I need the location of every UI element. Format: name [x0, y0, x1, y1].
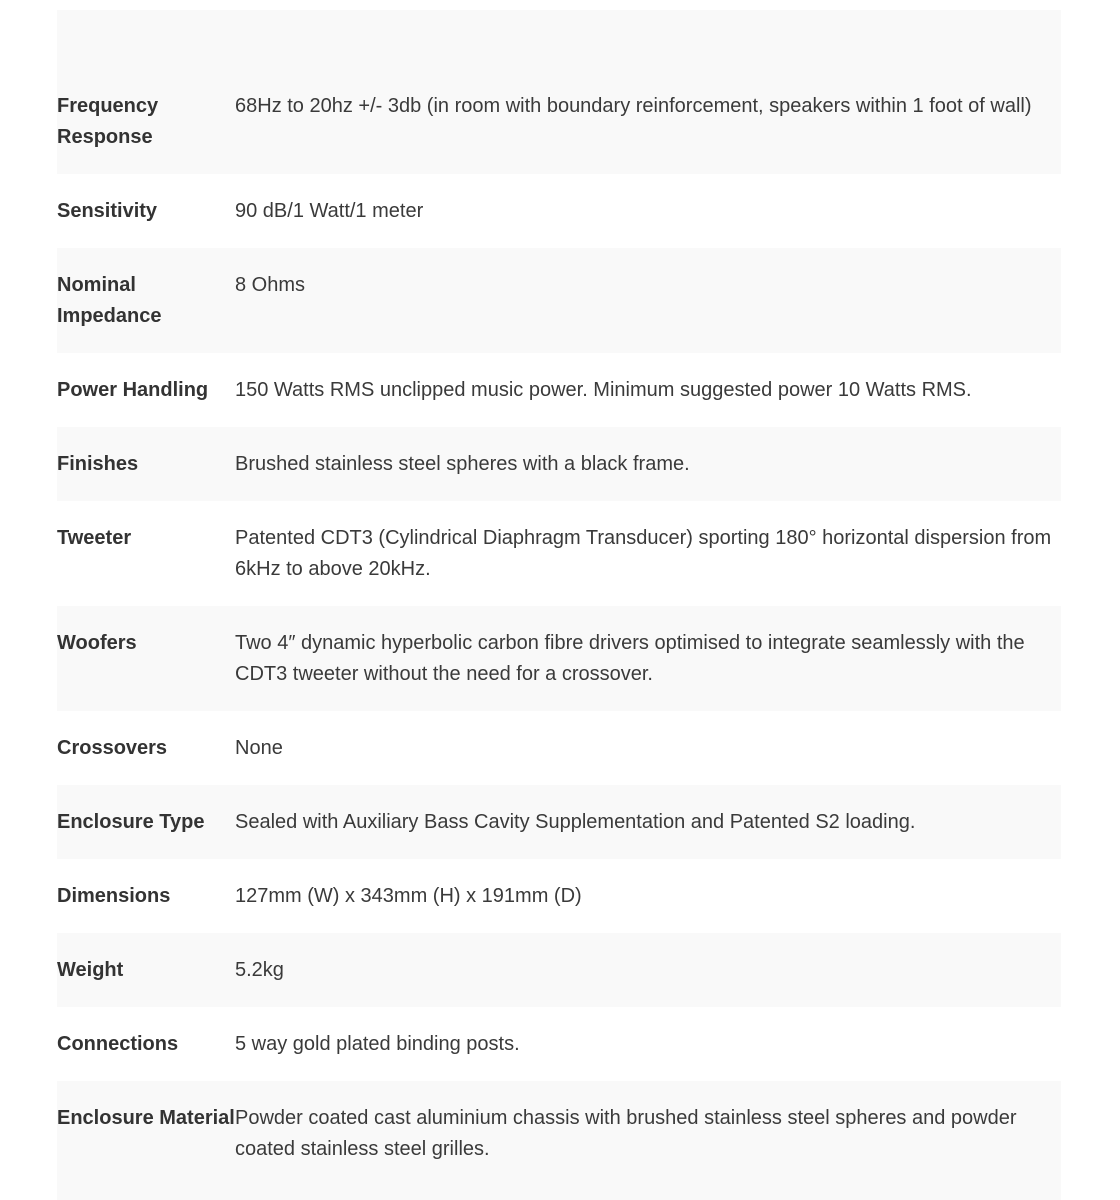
spec-value: 150 Watts RMS unclipped music power. Minimum suggested power 10 Watts RMS. — [235, 353, 1061, 427]
table-row — [57, 1007, 1061, 1081]
spec-label: Finishes — [57, 427, 235, 501]
spec-value: 127mm (W) x 343mm (H) x 191mm (D) — [235, 859, 1061, 933]
table-row — [57, 785, 1061, 859]
spec-value: None — [235, 711, 1061, 785]
spec-label: Tweeter — [57, 501, 235, 606]
table-row — [57, 248, 1061, 353]
table-row — [57, 859, 1061, 933]
spec-label: Enclosure Type — [57, 785, 235, 859]
spec-value: 5.2kg — [235, 933, 1061, 1007]
spec-label: Connections — [57, 1007, 235, 1081]
spec-label: Nominal Impedance — [57, 248, 235, 353]
spec-value: Two 4″ dynamic hyperbolic carbon fibre drivers optimised to integrate seamlessly with the CDT3 tweeter without the need for a crossover. — [235, 606, 1061, 711]
spec-value: 5 way gold plated binding posts. — [235, 1007, 1061, 1081]
spec-label: Woofers — [57, 606, 235, 711]
table-row — [57, 427, 1061, 501]
spec-label: Dimensions — [57, 859, 235, 933]
spec-label: Sensitivity — [57, 174, 235, 248]
table-header-spacer — [57, 10, 1061, 69]
spec-label: Enclosure Material — [57, 1081, 235, 1186]
table-row — [57, 174, 1061, 248]
spec-value: 8 Ohms — [235, 248, 1061, 353]
table-row — [57, 69, 1061, 174]
spec-value: Powder coated cast aluminium chassis with brushed stainless steel spheres and powder coated stainless steel grilles. — [235, 1081, 1061, 1186]
spec-value: Brushed stainless steel spheres with a black frame. — [235, 427, 1061, 501]
table-row — [57, 501, 1061, 606]
spec-label: Power Handling — [57, 353, 235, 427]
table-bottom-edge — [57, 1180, 1061, 1200]
spec-value: Patented CDT3 (Cylindrical Diaphragm Transducer) sporting 180° horizontal dispersion from 6kHz to above 20kHz. — [235, 501, 1061, 606]
table-row — [57, 933, 1061, 1007]
table-row — [57, 353, 1061, 427]
spec-table — [57, 10, 1061, 1186]
table-row — [57, 1081, 1061, 1186]
table-row — [57, 711, 1061, 785]
spec-value: 90 dB/1 Watt/1 meter — [235, 174, 1061, 248]
spec-label: Crossovers — [57, 711, 235, 785]
spec-label: Weight — [57, 933, 235, 1007]
spec-label: Frequency Response — [57, 69, 235, 174]
table-row — [57, 606, 1061, 711]
spec-value: Sealed with Auxiliary Bass Cavity Supplementation and Patented S2 loading. — [235, 785, 1061, 859]
spec-value: 68Hz to 20hz +/- 3db (in room with boundary reinforcement, speakers within 1 foot of wall) — [235, 69, 1061, 174]
